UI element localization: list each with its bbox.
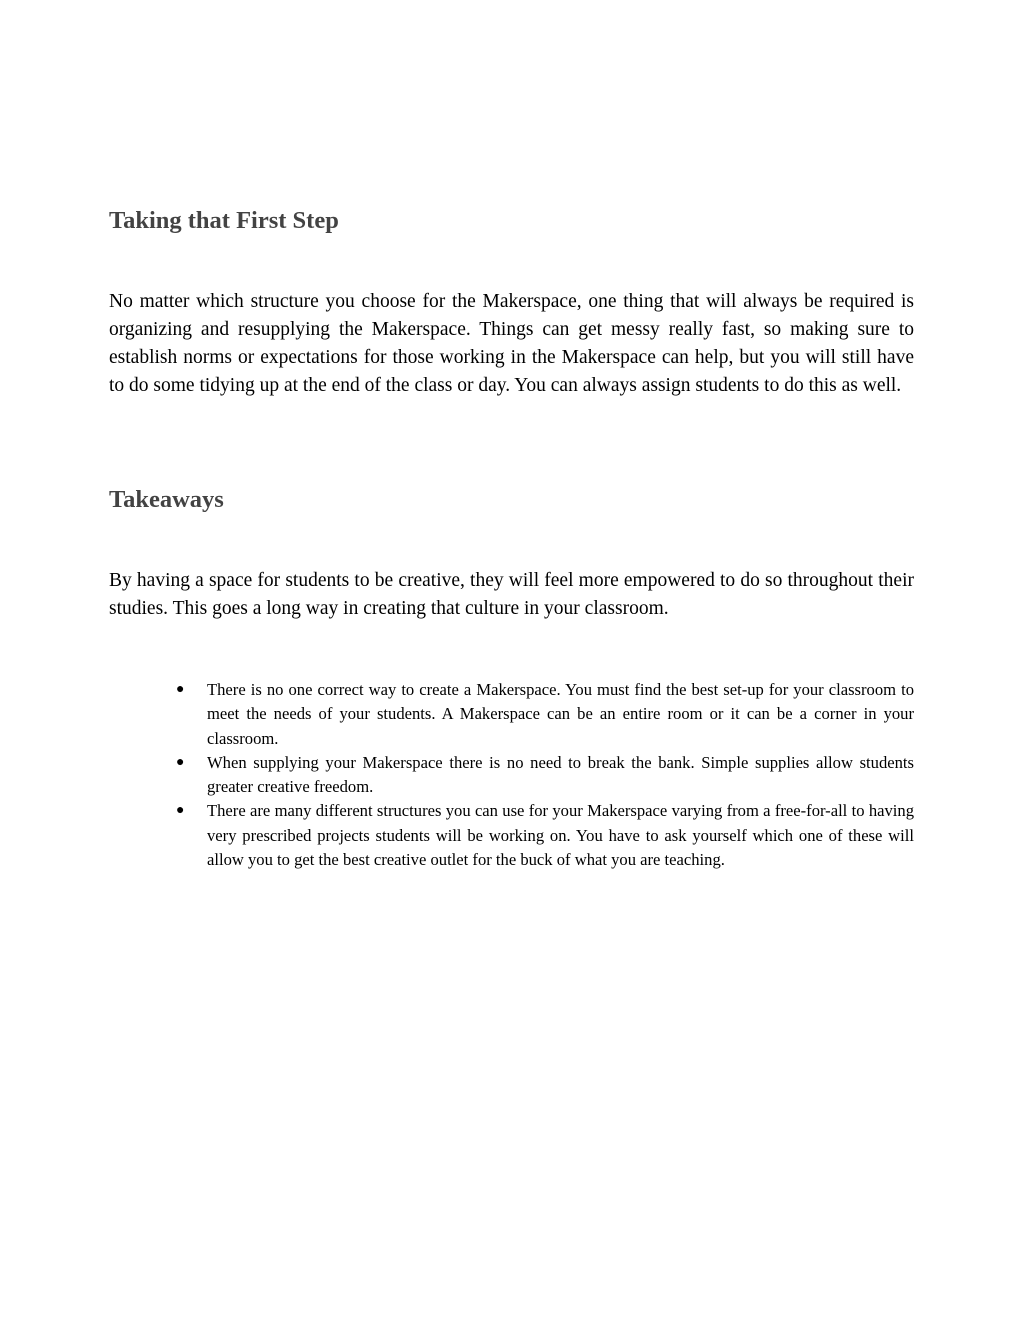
section-paragraph-takeaways: By having a space for students to be creative, they will feel more empowered to do so throughout their studies. This goes a long way in creating that culture in your classroom. <box>109 570 914 619</box>
bullet-icon: ● <box>176 803 185 819</box>
list-item-text: There are many different structures you can use for your Makerspace varying from a free-for-all to having very prescribed projects students will be working on. You have to ask yourself which one of these will allow you to get the best creative outlet for the buck of what you are teaching. <box>207 801 914 870</box>
section-paragraph-first-step: No matter which structure you choose for the Makerspace, one thing that will always be required is organizing and resupplying the Makerspace. Things can get messy really fast, so making sure to establish norms or expectations for those working in the Makerspace can help, but you will still have to do some tidying up at the end of the class or day. You can always assign students to do this as well. <box>109 291 914 396</box>
takeaways-bullet-list <box>173 678 914 872</box>
section-heading-first-step: Taking that First Step <box>109 207 339 234</box>
bullet-icon: ● <box>176 754 185 770</box>
list-item-text: When supplying your Makerspace there is no need to break the bank. Simple supplies allow students greater creative freedom. <box>207 752 914 797</box>
list-item-text: There is no one correct way to create a Makerspace. You must find the best set-up for your classroom to meet the needs of your students. A Makerspace can be an entire room or it can be a corner in your classroom. <box>207 680 914 748</box>
section-heading-takeaways: Takeaways <box>109 486 224 513</box>
bullet-icon: ● <box>176 682 185 697</box>
list-item <box>173 799 914 872</box>
list-item <box>173 678 914 751</box>
list-item <box>173 751 914 800</box>
